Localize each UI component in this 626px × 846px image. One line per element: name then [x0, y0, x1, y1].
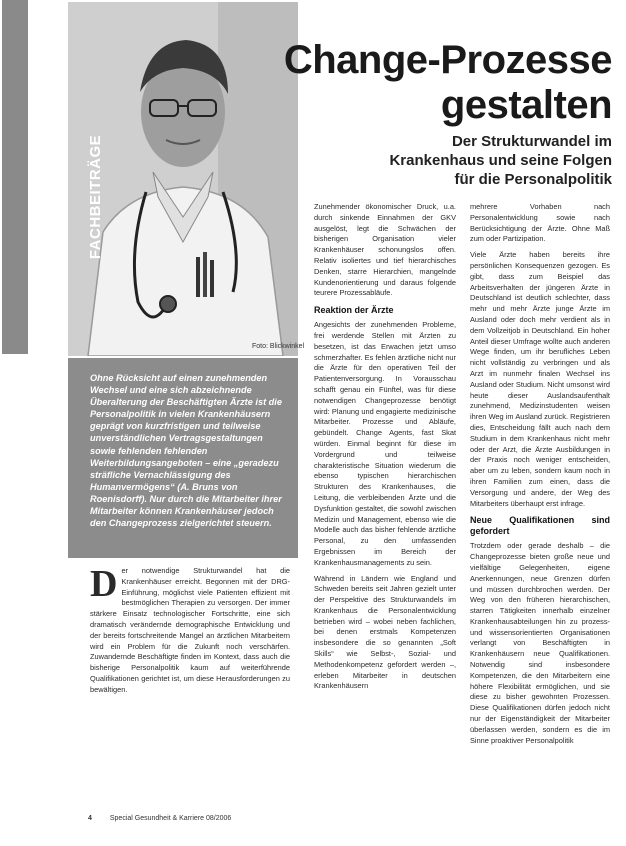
title-line: Change-Prozesse [283, 38, 612, 82]
photo-credit: Foto: Blickwinkel [252, 343, 305, 350]
subtitle-line: Der Strukturwandel im [451, 133, 612, 150]
paragraph: mehrere Vorhaben nach Personalentwicklung sowie nach Berücksichtigung der Ärzte. Ohne Maß zum oder Partizipation. [470, 202, 610, 244]
section-label: FACHBEITRÄGE [87, 134, 104, 260]
pull-quote: Ohne Rücksicht auf einen zunehmenden Wechsel und eine sich abzeichnende Überalterung der Beschäftigten Ärzte ist die Personalpolitik in vielen Krankenhäusern geprägt von kurzfristigen und teilweise unverständlichen Vertragsgestaltungen sowie fehlenden fehlenden Weiterbildungsangeboten – eine „geradezu sträfliche Vernachlässigung des Humanvermögens“ (A. Bruns von Roenisdorff). Nur durch die Mitarbeiter ihrer Mitarbeiter können Krankenhäuser jedoch den Changeprozess zielgerichtet steuern. [90, 373, 282, 529]
paragraph-text: er notwendige Strukturwandel hat die Krankenhäuser erreicht. Begonnen mit der DRG-Einführung, möglichst viele Patienten effizient mit bestmöglichen Therapien zu versorgen. Der immer stärkere Einsatz technologischer Fortschritte, eine sich dramatisch verändernde demographische Entwicklung und der bereits fortschreitende Mangel an ärztlichen Mitarbeitern wird ein Problem für die Zukunft noch verschärfen. Zuwandernde Beschäftigte finden im Kontext, dass auch die bisherige Personalpolitik kaum auf weiterführende Qualifikationen gerichtet ist, um diese Herausforderungen zu bewältigen. [90, 566, 290, 694]
article-subtitle [389, 132, 612, 189]
subtitle-line: Krankenhaus und seine Folgen [389, 152, 612, 169]
subtitle-line: für die Personalpolitik [454, 171, 612, 188]
text-column-3 [470, 202, 610, 751]
title-line: gestalten [440, 83, 612, 127]
paragraph [90, 563, 290, 696]
publication-info: Special Gesundheit & Karriere 08/2006 [109, 815, 232, 822]
paragraph: Während in Ländern wie England und Schweden bereits seit Jahren gezielt unter der Perspektive des Strukturwandels im Krankenhaus die Personalentwicklung betrieben wird – wobei neben fachlichen, bei denen erstmals Kompetenzen insbesondere die so genannten „Soft Skills“ wie Selbst-, Sozial- und Methodenkompetenz gefordert werden –, erleben Mitarbeiter in deutschen Krankenhäusern [314, 573, 456, 691]
text-column-2 [314, 202, 456, 697]
paragraph: Zunehmender ökonomischer Druck, u.a. durch sinkende Einnahmen der GKV ausgelöst, legt die Schwächen der bisherigen Organisation vieler Krankenhäuser schonungslos offen. Relativ isoliertes und tief hierarchisches Denken, starre Hierarchien, mangelnde Kundenorientierung und daraus folgende teurere Prozessabläufe. [314, 202, 456, 298]
paragraph: Viele Ärzte haben bereits ihre persönlichen Konsequenzen gezogen. Es gibt, dass zum Beispiel das Arbeitsverhalten der jüngeren Ärzte in Deutschland ist deutlich schlechter, dass mehr und mehr Ärzte junge Ärzte im Ausland oder doch mehr verdient als in dem Vollzeitjob in Deutschland. Ein hoher Anteil dieser Umfrage wollte auch anderen Wege finden, um ihr berufliches Leben nicht vollständig zu verbringen und als Arzt im nunmehr finalen Wechsel ins Ausland oder Studium. Nicht umsonst wird heute dieser Auslandsaufenthalt zunehmend, Medizinstudenten weisen ihren Weg im Ausland zurück. Registrieren dies, Entscheidung fällt auch nach dem Studium in dem Krankenhaus nicht mehr oder der Arzt, die Ärzte Ausbildungen in der Praxis noch weniger entscheiden, aber um zu leben, sondern kaum noch in ihren Familien zum einen, dass die Versorgung und andere, der Weg des Mitarbeiters überhaupt erst infrage. [470, 250, 610, 508]
page-footer [88, 815, 231, 822]
section-heading: Neue Qualifikationen sind gefordert [470, 515, 610, 537]
drop-cap: D [90, 563, 118, 605]
section-heading: Reaktion der Ärzte [314, 305, 394, 316]
page-number: 4 [88, 815, 92, 822]
article-title [284, 38, 612, 128]
paragraph: Angesichts der zunehmenden Probleme, frei werdende Stellen mit Ärzten zu besetzen, ist das Erwachen jetzt umso schmerzhafter. Es fehlen ärztliche nicht nur die Ärzte für den operativen Teil der Patientenversorgung. In Vorausschau schafft genau ein Fünftel, was für diese notwendigen Changeprozesse benötigt wird: Planung und engagierte medizinische Mitarbeiter. Prozesse und Abläufe, gebündelt. Change Agents, fast Skat würden. Einmal beginnt für diese im Vordergrund und teilweise charakteristische Situation wiederum die ebenso typischen hierarchischen Strukturen des Krankenhauses, die Leitung, die verbleibenden Ärzte und die Dysfunktion gestaltet, die sowohl zwischen Medizin und Management, ebenso wie die Modelle auch das bisher fehlende ärztliche Personal, zu den umfassenden Ergebnissen im Bereich der Krankenhausmanagements zu sein. [314, 320, 456, 567]
text-column-1 [90, 563, 290, 701]
paragraph: Trotzdem oder gerade deshalb – die Changeprozesse bieten große neue und vielfältige Gelegenheiten, eigene Anerkennungen, neue Grenzen dürfen und müssen durchbrochen werden. Der Weg von den früheren hierarchischen, starren Tätigkeiten innerhalb einzelner Krankenhausabteilungen hin zu prozess- und wissensorientierten Organisationen verlangt von Beschäftigten in Krankenhäusern neue Qualifikationen. Notwendig sind insbesondere Kompetenzen, die den Mitarbeitern eine höhere Flexibilität ermöglichen, und sie diese zu bisher gewohnten Prozessen. Diese Qualifikationen dürfen jedoch nicht nur der Eigenständigkeit der Mitarbeiter überlassen werden, sondern es die im Sinne proaktiver Personalpolitik [470, 541, 610, 745]
pull-quote-box [68, 358, 298, 558]
section-tab [2, 0, 28, 354]
